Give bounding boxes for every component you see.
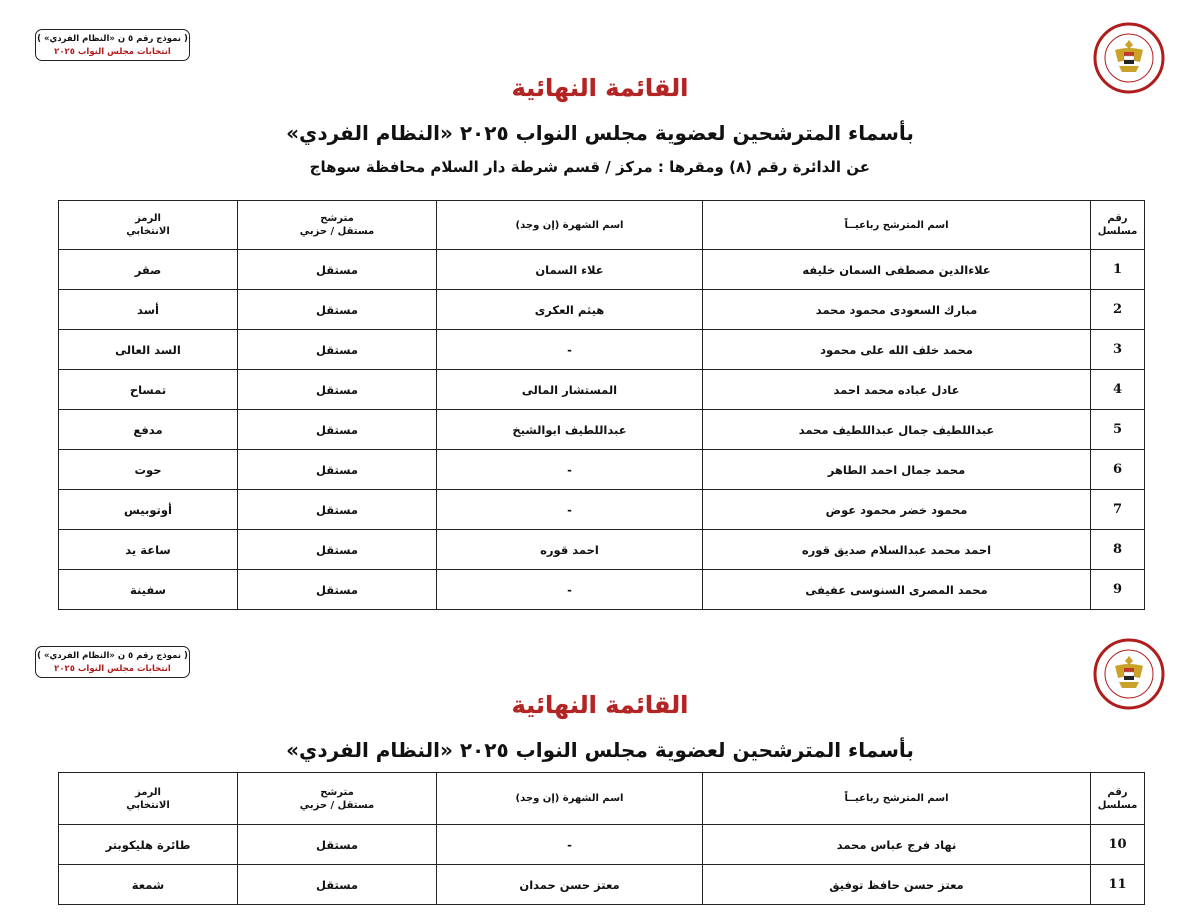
header-type: مترشح مستقل / حزبي — [238, 773, 437, 825]
table-row — [59, 250, 1145, 290]
table-header-row — [59, 201, 1145, 250]
candidate-type-cell: مستقل — [238, 330, 437, 370]
serial-cell: 4 — [1091, 370, 1145, 410]
table-row — [59, 825, 1145, 865]
nickname-cell: المستشار المالى — [437, 370, 703, 410]
nickname-cell: معتز حسن حمدان — [437, 865, 703, 905]
page-title: القائمة النهائية — [511, 691, 689, 719]
table-row — [59, 490, 1145, 530]
serial-cell: 9 — [1091, 570, 1145, 610]
candidate-type-cell: مستقل — [238, 825, 437, 865]
candidates-table — [58, 772, 1145, 905]
electoral-symbol-cell: سفينة — [59, 570, 238, 610]
electoral-symbol-cell: أسد — [59, 290, 238, 330]
serial-cell: 8 — [1091, 530, 1145, 570]
candidate-type-cell: مستقل — [238, 370, 437, 410]
form-number-label: ( نموذج رقم ٥ ن «النظام الفردي» ) — [37, 651, 188, 661]
header-serial: رقم مسلسل — [1091, 201, 1145, 250]
page-heading: بأسماء المترشحين لعضوية مجلس النواب ٢٠٢٥ «النظام الفردي» — [286, 121, 914, 145]
table-row — [59, 865, 1145, 905]
electoral-symbol-cell: أوتوبيس — [59, 490, 238, 530]
nickname-cell: - — [437, 490, 703, 530]
table-row — [59, 570, 1145, 610]
table-row — [59, 290, 1145, 330]
nickname-cell: علاء السمان — [437, 250, 703, 290]
serial-cell: 3 — [1091, 330, 1145, 370]
candidate-name-cell: محمود خضر محمود عوض — [703, 490, 1091, 530]
electoral-symbol-cell: تمساح — [59, 370, 238, 410]
header-name: اسم المترشح رباعيــاً — [703, 773, 1091, 825]
district-subheading: عن الدائرة رقم (٨) ومقرها : مركز / قسم شرطة دار السلام محافظة سوهاج — [309, 158, 870, 176]
candidate-name-cell: احمد محمد عبدالسلام صديق قوره — [703, 530, 1091, 570]
candidates-table — [58, 200, 1145, 610]
table-row — [59, 370, 1145, 410]
candidate-type-cell: مستقل — [238, 490, 437, 530]
election-label: انتخابات مجلس النواب ٢٠٢٥ — [54, 664, 171, 674]
table-row — [59, 330, 1145, 370]
header-name: اسم المترشح رباعيــاً — [703, 201, 1091, 250]
candidate-type-cell: مستقل — [238, 450, 437, 490]
electoral-symbol-cell: مدفع — [59, 410, 238, 450]
candidate-type-cell: مستقل — [238, 290, 437, 330]
serial-cell: 5 — [1091, 410, 1145, 450]
candidate-name-cell: نهاد فرج عباس محمد — [703, 825, 1091, 865]
header-symbol: الرمز الانتخابي — [59, 773, 238, 825]
table-header-row — [59, 773, 1145, 825]
page-2 — [0, 628, 1200, 912]
election-label: انتخابات مجلس النواب ٢٠٢٥ — [54, 47, 171, 57]
serial-cell: 7 — [1091, 490, 1145, 530]
serial-cell: 11 — [1091, 865, 1145, 905]
header-type: مترشح مستقل / حزبي — [238, 201, 437, 250]
candidate-name-cell: معتز حسن حافظ توفيق — [703, 865, 1091, 905]
candidate-type-cell: مستقل — [238, 865, 437, 905]
nickname-cell: - — [437, 450, 703, 490]
form-number-label: ( نموذج رقم ٥ ن «النظام الفردي» ) — [37, 34, 188, 44]
nickname-cell: - — [437, 825, 703, 865]
serial-cell: 10 — [1091, 825, 1145, 865]
electoral-symbol-cell: حوت — [59, 450, 238, 490]
candidate-name-cell: مبارك السعودى محمود محمد — [703, 290, 1091, 330]
nickname-cell: هيثم العكرى — [437, 290, 703, 330]
page-title: القائمة النهائية — [511, 74, 689, 102]
form-number-box — [35, 29, 190, 61]
serial-cell: 2 — [1091, 290, 1145, 330]
candidate-type-cell: مستقل — [238, 410, 437, 450]
header-nickname: اسم الشهرة (إن وجد) — [437, 201, 703, 250]
header-serial: رقم مسلسل — [1091, 773, 1145, 825]
candidate-name-cell: محمد جمال احمد الطاهر — [703, 450, 1091, 490]
candidate-type-cell: مستقل — [238, 250, 437, 290]
table-row — [59, 410, 1145, 450]
serial-cell: 1 — [1091, 250, 1145, 290]
header-nickname: اسم الشهرة (إن وجد) — [437, 773, 703, 825]
electoral-symbol-cell: طائرة هليكوبتر — [59, 825, 238, 865]
candidate-name-cell: محمد خلف الله على محمود — [703, 330, 1091, 370]
electoral-symbol-cell: شمعة — [59, 865, 238, 905]
nickname-cell: احمد قوره — [437, 530, 703, 570]
table-row — [59, 450, 1145, 490]
electoral-symbol-cell: صقر — [59, 250, 238, 290]
nickname-cell: عبداللطيف ابوالشيخ — [437, 410, 703, 450]
nickname-cell: - — [437, 570, 703, 610]
candidate-type-cell: مستقل — [238, 530, 437, 570]
electoral-symbol-cell: السد العالى — [59, 330, 238, 370]
serial-cell: 6 — [1091, 450, 1145, 490]
candidate-name-cell: عادل عباده محمد احمد — [703, 370, 1091, 410]
candidate-name-cell: علاءالدين مصطفى السمان خليفه — [703, 250, 1091, 290]
electoral-symbol-cell: ساعة يد — [59, 530, 238, 570]
candidate-name-cell: محمد المصرى السنوسى عفيفى — [703, 570, 1091, 610]
header-symbol: الرمز الانتخابي — [59, 201, 238, 250]
form-number-box — [35, 646, 190, 678]
table-row — [59, 530, 1145, 570]
page-heading: بأسماء المترشحين لعضوية مجلس النواب ٢٠٢٥ «النظام الفردي» — [286, 738, 914, 762]
candidate-name-cell: عبداللطيف جمال عبداللطيف محمد — [703, 410, 1091, 450]
candidate-type-cell: مستقل — [238, 570, 437, 610]
nickname-cell: - — [437, 330, 703, 370]
